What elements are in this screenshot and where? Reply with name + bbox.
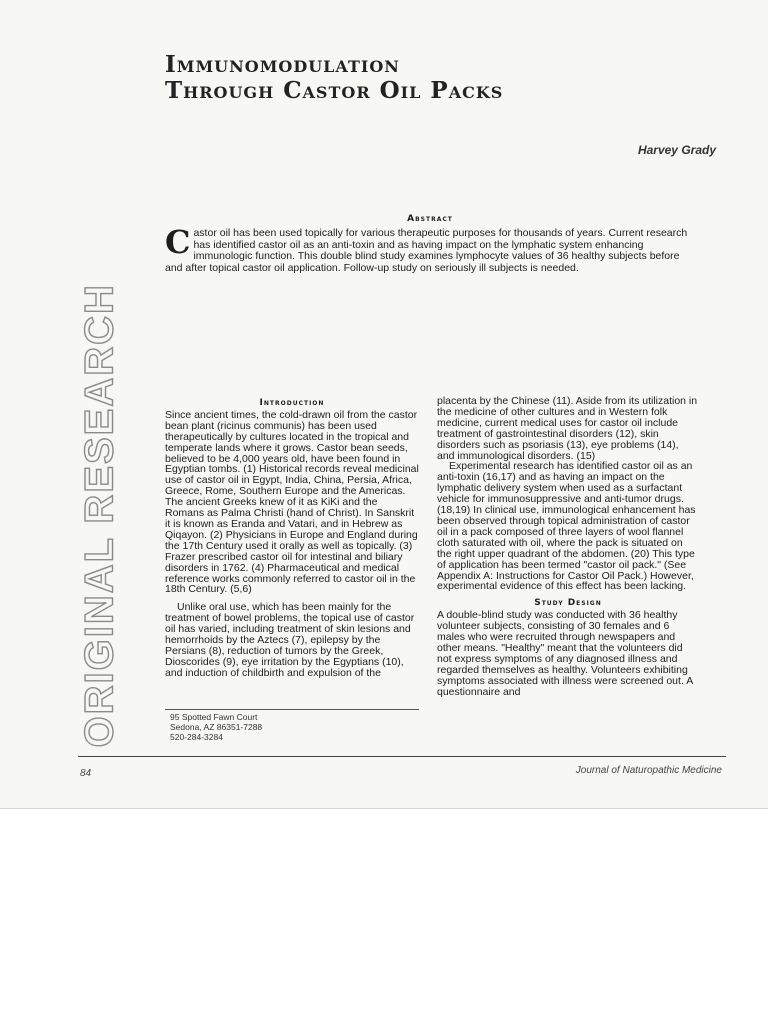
article-title	[165, 52, 685, 104]
section-tag-text: ORIGINAL RESEARCH	[77, 283, 122, 748]
bleed-through-text-right	[690, 18, 750, 718]
title-line-1: Immunomodulation	[165, 51, 400, 78]
abstract-block	[165, 223, 690, 274]
introduction-heading: Introduction	[259, 398, 325, 408]
section-tag-vertical	[70, 283, 130, 760]
abstract-text: astor oil has been used topically for various therapeutic purposes for thousands of years. Current research has identified castor oil as an anti-toxin and as having impact on the lymphatic system enhancing immunologic function. This double blind study examines lymphocyte values of 36 healthy subjects before and after topical castor oil application. Follow-up study on seriously ill subjects is needed.	[165, 227, 688, 274]
text-column-right	[437, 396, 699, 697]
study-design-paragraph: A double-blind study was conducted with 36 healthy volunteer subjects, consisting of 30 females and 6 males who were recruited through newspapers and other means. "Healthy" meant that the volunteers did not express symptoms of any diagnosed illness and regarded themselves as healthy. Volunteers exhibiting symptoms associated with illness were screened out. A questionnaire and	[437, 609, 693, 698]
author-address	[170, 713, 262, 742]
text-column-left	[165, 398, 419, 679]
footer-rule	[78, 756, 726, 757]
intro-paragraph-2: Unlike oral use, which has been mainly for the treatment of bowel problems, the topical use of castor oil has varied, including treatment of skin lesions and hemorrhoids by the Aztecs (7), epilepsy by the Persians (8), reduction of tumors by the Greek, Dioscorides (9), eye irritation by the Egyptians (10), and induction of childbirth and expulsion of the	[165, 601, 415, 679]
abstract-paragraph	[165, 223, 690, 274]
journal-name: Journal of Naturopathic Medicine	[575, 765, 722, 776]
address-line-2: Sedona, AZ 86351-7288	[170, 721, 263, 732]
address-line-3: 520-284-3284	[170, 731, 223, 742]
study-design-heading: Study Design	[534, 598, 602, 609]
page-number: 84	[80, 768, 92, 779]
abstract-heading: Abstract	[407, 214, 453, 224]
title-line-2: Through Castor Oil Packs	[165, 77, 504, 104]
col2-paragraph-2: Experimental research has identified castor oil as an anti-toxin (16,17) and as having an impact on the lymphatic delivery system when used as a surfactant vehicle for immunosuppressive and anti-tumor drugs. (18,19) In clinical use, immunological enhancement has been observed through topical administration of castor oil in a pack composed of three layers of wool flannel cloth saturated with oil, where the pack is situated on the right upper quadrant of the abdomen. (20) This type of application has been termed "castor oil pack." (See Appendix A: Instructions for Castor Oil Pack.) However, experimental evidence of this effect has been lacking.	[437, 460, 696, 593]
address-line-1: 95 Spotted Fawn Court	[170, 712, 258, 722]
author-name: Harvey Grady	[637, 143, 716, 157]
col2-paragraph-1: placenta by the Chinese (11). Aside from its utilization in the medicine of other cultures and in Western folk medicine, current medical uses for castor oil include treatment of gastrointestinal disorders (12), skin disorders such as psoriasis (13), eye problems (14), and immunological disorders. (15)	[437, 395, 698, 462]
footnote-rule	[165, 709, 419, 710]
drop-cap: C	[165, 223, 191, 261]
intro-paragraph-1: Since ancient times, the cold-drawn oil from the castor bean plant (ricinus communis) has been used therapeutically by cultures located in the tropical and temperate lands where it grows. Castor bean seeds, believed to be 4,000 years old, have been found in Egyptian tombs. (1) Historical records reveal medicinal use of castor oil in Egypt, India, China, Persia, Africa, Greece, Rome, Southern Europe and the Americas. The ancient Greeks knew of it as KiKi and the Romans as Palma Christi (hand of Christ). In Sanskrit it is known as Eranda and Vatari, and in Hebrew as Qiqayon. (2) Physicians in Europe and England during the 17th Century used it orally as well as topically. (3) Frazer prescribed castor oil for intestinal and biliary disorders in 1762. (4) Pharmaceutical and medical reference works commonly referred to castor oil in the 18th Century. (5,6)	[165, 408, 419, 596]
